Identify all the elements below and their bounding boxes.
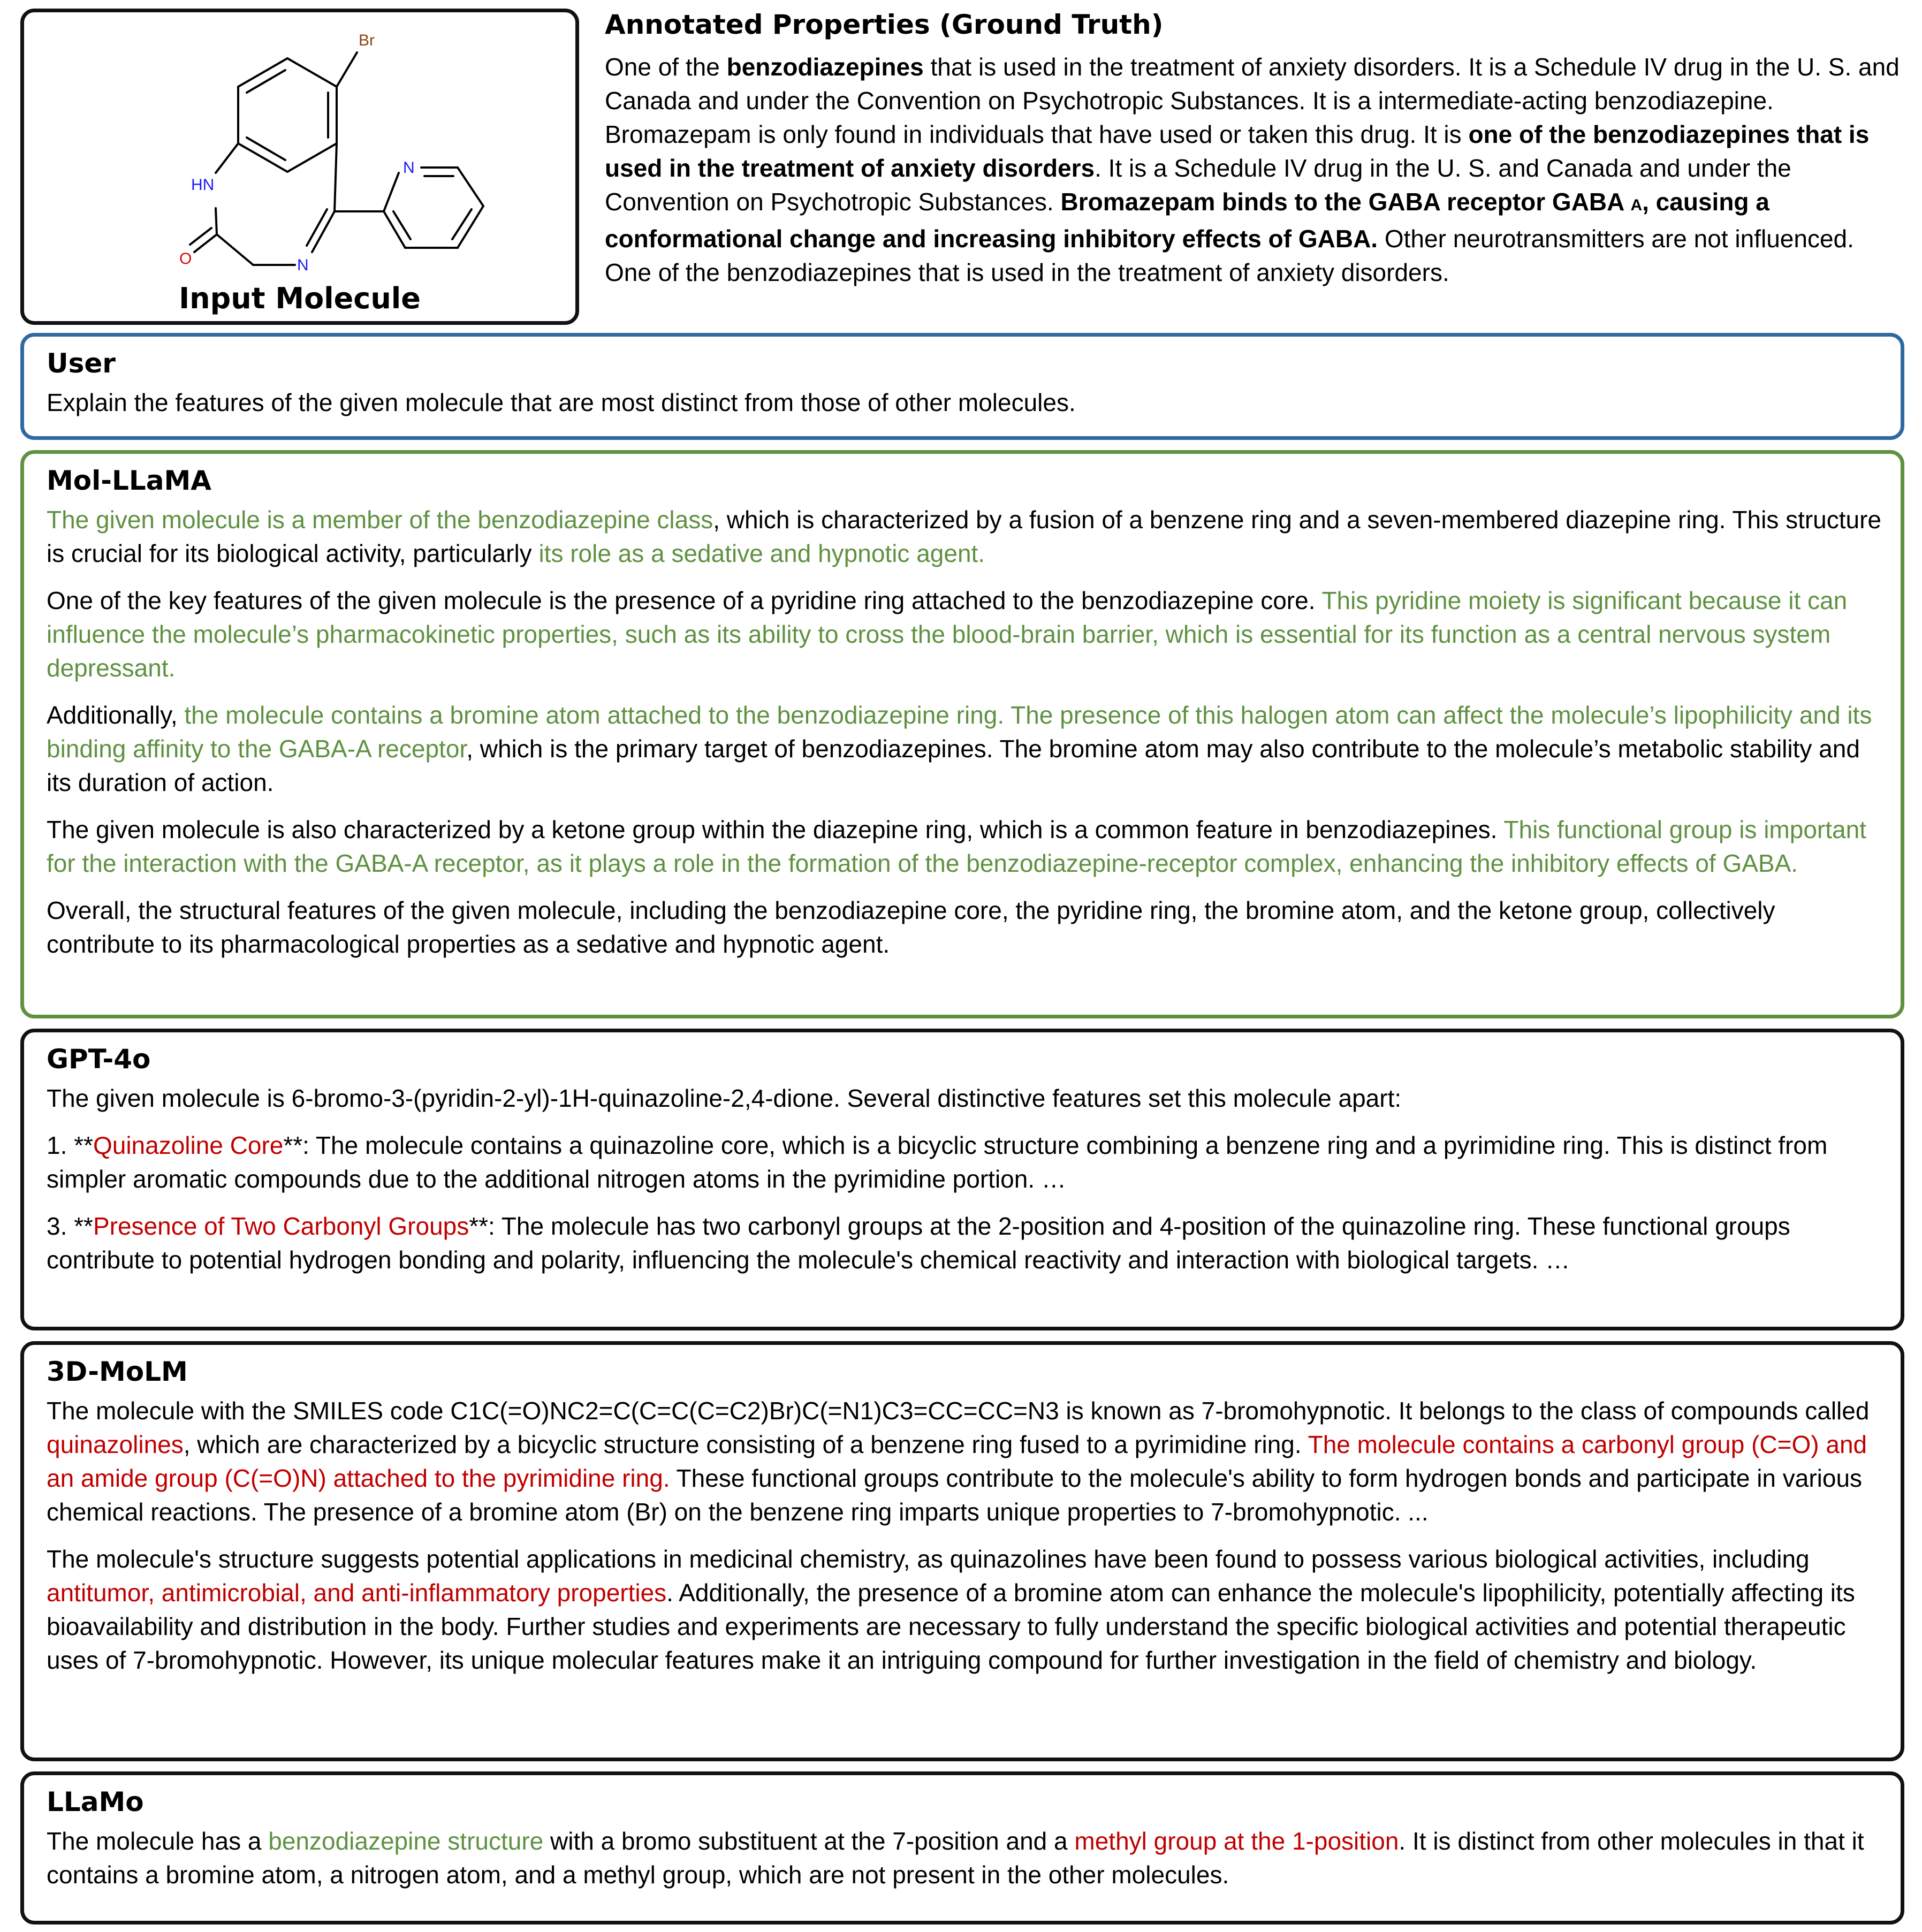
- bond: [216, 208, 217, 234]
- bond: [217, 234, 253, 265]
- mol-llama-paragraph: Additionally, the molecule contains a bromine atom attached to the benzodiazepine ring. The presence of this halogen atom can affect the molecule’s lipophilicity and its binding affinity to the GABA-A receptor, which is the primary target of benzodiazepines. The bromine atom may also contribute to the molecule’s metabolic stability and its duration of action.: [47, 701, 1872, 796]
- oxygen-label: O: [179, 250, 192, 268]
- gpt4o-paragraph: 1. **Quinazoline Core**: The molecule contains a quinazoline core, which is a bicyclic structure combining a benzene ring and a pyrimidine ring. This is distinct from simpler aromatic compounds due to the additional nitrogen atoms in the pyrimidine portion. …: [47, 1131, 1828, 1193]
- bond: [194, 234, 217, 252]
- ground-truth-title: Annotated Properties (Ground Truth): [605, 9, 1164, 40]
- bond: [216, 143, 238, 173]
- bond: [393, 211, 411, 239]
- input-molecule-panel: [20, 9, 579, 325]
- mol-llama-paragraph: Overall, the structural features of the given molecule, including the benzodiazepine core, the pyridine ring, the bromine atom, and the ketone group, collectively contribute to its pharmacological properties as a sedative and hypnotic agent.: [47, 896, 1775, 958]
- llamo-label: LLaMo: [47, 1786, 144, 1817]
- bond: [335, 143, 337, 211]
- bond: [384, 173, 399, 211]
- llamo-paragraph: The molecule has a benzodiazepine structure with a bromo substituent at the 7-position and a methyl group at the 1-position. It is distinct from other molecules in that it contains a bromine atom, a nitrogen atom, and a methyl group, which are not present in the other molecules.: [47, 1827, 1864, 1889]
- mol-llama-paragraph: The given molecule is a member of the benzodiazepine class, which is characterized by a fusion of a benzene ring and a seven-membered diazepine ring. This structure is crucial for its biological activity, particularly its role as a sedative and hypnotic agent.: [47, 506, 1882, 567]
- bond: [287, 58, 337, 87]
- bond: [287, 143, 337, 172]
- 3d-molm-paragraph: The molecule with the SMILES code C1C(=O)NC2=C(C=C(C=C2)Br)C(=N1)C3=CC=CC=N3 is known as 7-bromohypnotic. It belongs to the class of compounds called quinazolines, which are characterized by a bicyclic structure consisting of a benzene ring fused to a pyrimidine ring. The molecule contains a carbonyl group (C=O) and an amide group (C(=O)N) attached to the pyrimidine ring. These functional groups contribute to the molecule's ability to form hydrogen bonds and participate in various chemical reactions. The presence of a bromine atom (Br) on the benzene ring imparts unique properties to 7-bromohypnotic. ...: [47, 1397, 1870, 1526]
- bromine-label: Br: [359, 32, 375, 49]
- gpt4o-paragraph: 3. **Presence of Two Carbonyl Groups**: The molecule has two carbonyl groups at the 2-position and 4-position of the quinazoline ring. These functional groups contribute to potential hydrogen bonding and polarity, influencing the molecule's chemical reactivity and interaction with biological targets. …: [47, 1212, 1790, 1274]
- 3d-molm-label: 3D-MoLM: [47, 1356, 188, 1387]
- gpt4o-label: GPT-4o: [47, 1044, 151, 1075]
- amine-nh-label: HN: [191, 176, 215, 194]
- gpt4o-response-panel: [20, 1029, 1904, 1330]
- bond: [458, 168, 483, 206]
- mol-llama-response-panel: [20, 450, 1904, 1018]
- bond: [384, 211, 405, 248]
- mol-llama-paragraph: The given molecule is also characterized by a ketone group within the diazepine ring, which is a common feature in benzodiazepines. This functional group is important for the interaction with the GABA-A receptor, as it plays a role in the formation of the benzodiazepine-receptor complex, enhancing the inhibitory effects of GABA.: [47, 816, 1866, 877]
- diazepine-nitrogen-label: N: [297, 256, 309, 274]
- user-prompt-text: Explain the features of the given molecule that are most distinct from those of other molecules.: [47, 389, 1076, 416]
- 3d-molm-paragraph: The molecule's structure suggests potential applications in medicinal chemistry, as quinazolines have been found to possess various biological activities, including antitumor, antimicrobial, and anti-inflammatory properties. Additionally, the presence of a bromine atom can enhance the molecule's lipophilicity, potentially affecting its bioavailability and distribution in the body. Further studies and experiments are necessary to fully understand the specific biological activities and potential therapeutic uses of 7-bromohypnotic. However, its unique molecular features make it an intriguing compound for further investigation in the field of chemistry and biology.: [47, 1545, 1855, 1674]
- user-label: User: [47, 348, 116, 379]
- gpt4o-paragraph: The given molecule is 6-bromo-3-(pyridin-2-yl)-1H-quinazoline-2,4-dione. Several distinctive features set this molecule apart:: [47, 1084, 1402, 1112]
- bond: [337, 52, 357, 87]
- bond: [247, 138, 285, 160]
- ground-truth-text: One of the benzodiazepines that is used in the treatment of anxiety disorders. It is a Schedule IV drug in the U. S. and Canada and under the Convention on Psychotropic Substances. It is a intermediate-acting benzodiazepine. Bromazepam is only found in individuals that have used or taken this drug. It is one of the benzodiazepines that is used in the treatment of anxiety disorders. It is a Schedule IV drug in the U. S. and Canada and under the Convention on Psychotropic Substances. Bromazepam binds to the GABA receptor GABA A, causing a conformational change and increasing inhibitory effects of GABA. Other neurotransmitters are not influenced. One of the benzodiazepines that is used in the treatment of anxiety disorders.: [605, 53, 1900, 286]
- bond: [452, 209, 472, 239]
- user-prompt-panel: [20, 333, 1904, 440]
- llamo-response-panel: [20, 1771, 1904, 1925]
- molecule-structure-diagram: [24, 12, 575, 280]
- bond: [307, 209, 327, 246]
- mol-llama-label: Mol-LLaMA: [47, 465, 211, 496]
- 3d-molm-response-panel: [20, 1341, 1904, 1761]
- molecule-caption: Input Molecule: [179, 282, 421, 315]
- mol-llama-paragraph: One of the key features of the given molecule is the presence of a pyridine ring attached to the benzodiazepine core. This pyridine moiety is significant because it can influence the molecule’s pharmacokinetic properties, such as its ability to cross the blood-brain barrier, which is essential for its function as a central nervous system depressant.: [47, 587, 1848, 682]
- bond: [247, 70, 285, 93]
- pyridine-nitrogen-label: N: [403, 159, 415, 177]
